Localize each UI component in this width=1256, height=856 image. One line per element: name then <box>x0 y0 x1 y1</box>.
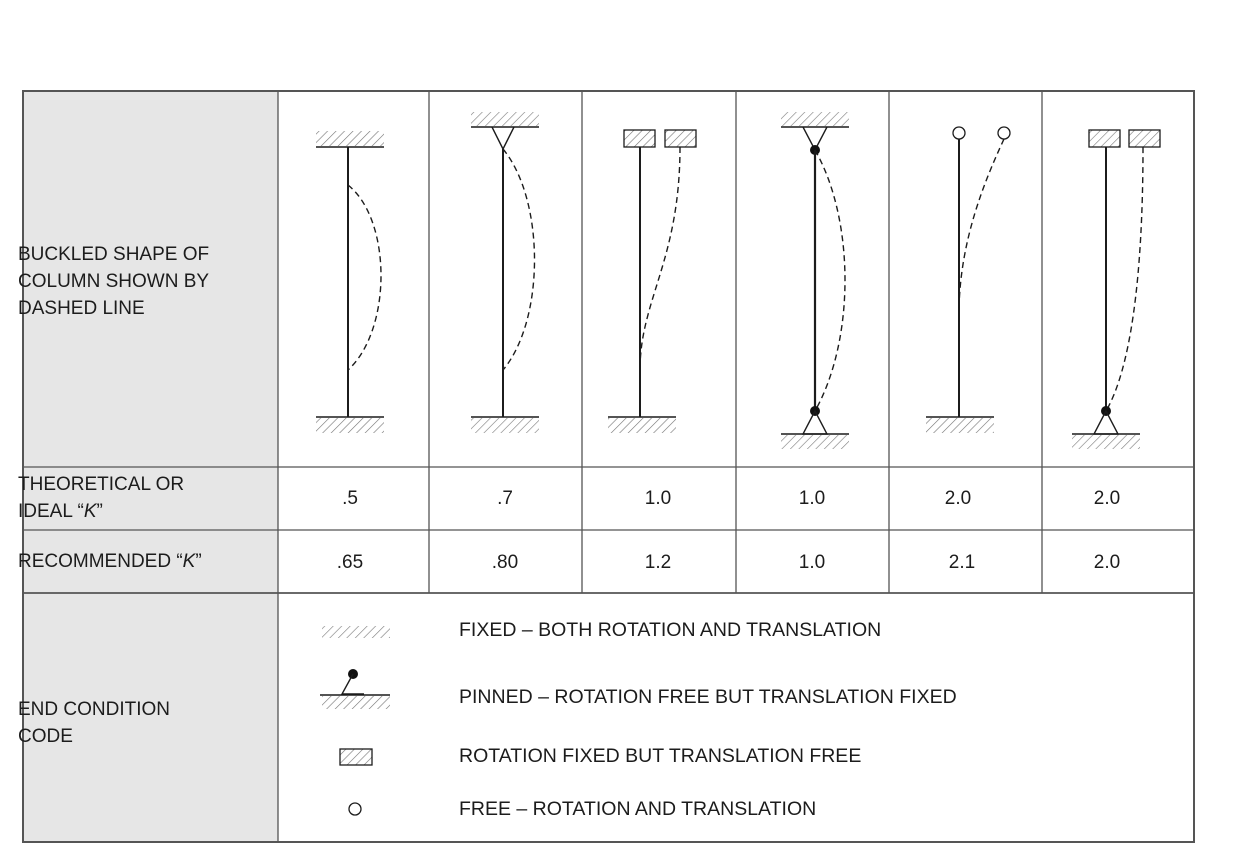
recommended-k-value: 2.0 <box>1093 552 1121 573</box>
legend-rotation-fixed-icon <box>340 749 372 765</box>
legend-symbols <box>320 626 390 815</box>
fixed-support-icon <box>471 417 539 433</box>
theoretical-k-value: 2.0 <box>944 488 972 509</box>
rotation-fixed-support-icon <box>1089 130 1120 147</box>
legend-rotation-fixed-text: ROTATION FIXED BUT TRANSLATION FREE <box>459 745 862 767</box>
free-end-icon <box>953 127 965 139</box>
pinned-support-icon <box>1072 406 1140 449</box>
legend-fixed-icon <box>322 626 390 638</box>
legend-pinned-text: PINNED – ROTATION FREE BUT TRANSLATION FIXED <box>459 686 957 708</box>
rotation-fixed-support-icon <box>1129 130 1160 147</box>
legend-free-text: FREE – ROTATION AND TRANSLATION <box>459 798 817 820</box>
column-case-3 <box>608 130 696 433</box>
recommended-k-value: .65 <box>336 552 364 573</box>
theoretical-k-value: 1.0 <box>644 488 672 509</box>
legend-fixed-text: FIXED – BOTH ROTATION AND TRANSLATION <box>459 619 882 641</box>
row-label-recommended-k: RECOMMENDED “K” <box>18 551 202 572</box>
row-label-theoretical-k: THEORETICAL OR IDEAL “K” <box>18 474 185 522</box>
column-case-2 <box>471 112 539 433</box>
recommended-k-value: 1.2 <box>644 552 672 573</box>
fixed-support-icon <box>608 417 676 433</box>
row-label-end-condition: END CONDITION CODE <box>18 699 170 747</box>
fixed-support-icon <box>316 131 384 147</box>
recommended-k-value: 1.0 <box>798 552 826 573</box>
column-case-4 <box>781 112 849 449</box>
row-label-buckled-shape: BUCKLED SHAPE OF COLUMN SHOWN BY DASHED LINE <box>18 244 210 319</box>
rotation-fixed-support-icon <box>665 130 696 147</box>
column-case-5 <box>926 127 1010 433</box>
theoretical-k-value: .5 <box>342 488 358 509</box>
free-end-icon <box>998 127 1010 139</box>
pinned-support-icon <box>471 112 539 149</box>
fixed-support-icon <box>316 417 384 433</box>
legend-pinned-icon <box>320 669 390 709</box>
pinned-support-icon <box>781 112 849 155</box>
column-case-6 <box>1072 130 1160 449</box>
rotation-fixed-support-icon <box>624 130 655 147</box>
recommended-k-value: .80 <box>491 552 519 573</box>
theoretical-k-value: .7 <box>497 488 513 509</box>
table-grid <box>24 92 1194 842</box>
legend-free-icon <box>349 803 361 815</box>
theoretical-k-value: 2.0 <box>1093 488 1121 509</box>
theoretical-k-value: 1.0 <box>798 488 826 509</box>
pinned-support-icon <box>781 406 849 449</box>
column-case-1 <box>316 131 384 433</box>
fixed-support-icon <box>926 417 994 433</box>
recommended-k-value: 2.1 <box>948 552 976 573</box>
